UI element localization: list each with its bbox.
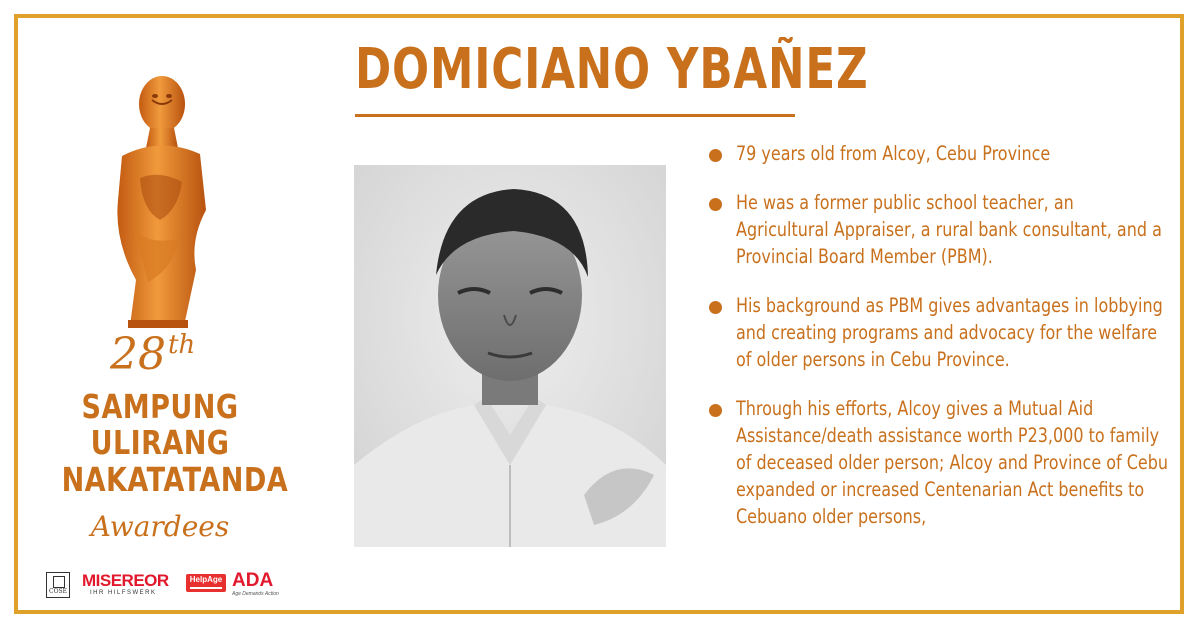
award-title-line-1: SAMPUNG <box>81 387 239 426</box>
partner-logos <box>46 568 286 602</box>
bullet-dot-icon <box>709 198 722 211</box>
awardee-name: DOMICIANO YBAÑEZ <box>355 37 869 102</box>
list-item: 79 years old from Alcoy, Cebu Province <box>708 140 1168 167</box>
list-item: Through his efforts, Alcoy gives a Mutual Aid Assistance/death assistance worth P23,000 to family of deceased older person; Alcoy and Province of Cebu expanded or increased Centenarian Act benefits to Cebuano older persons, <box>708 395 1168 530</box>
ada-tagline: Age Demands Action <box>232 591 279 597</box>
list-item: He was a former public school teacher, an Agricultural Appraiser, a rural bank consultant, and a Provincial Board Member (PBM). <box>708 189 1168 270</box>
statue-trophy-icon <box>100 70 220 330</box>
bullet-dot-icon <box>709 149 722 162</box>
cose-logo: COSE <box>46 572 70 598</box>
list-item: His background as PBM gives advantages in lobbying and creating programs and advocacy for the welfare of older persons in Cebu Province. <box>708 292 1168 373</box>
misereor-logo: MISEREOR <box>82 571 169 590</box>
award-branding <box>40 60 289 620</box>
helpage-logo: HelpAge <box>186 574 226 592</box>
achievements-list <box>708 140 1168 552</box>
award-title-line-3: NAKATATANDA <box>61 460 289 499</box>
edition-number: 28th <box>110 329 196 380</box>
awardee-portrait-photo <box>354 165 666 547</box>
bullet-dot-icon <box>709 301 722 314</box>
misereor-tagline: IHR HILFSWERK <box>90 590 157 596</box>
bullet-dot-icon <box>709 404 722 417</box>
ada-logo: ADA <box>232 570 274 591</box>
awardees-label: Awardees <box>90 510 230 543</box>
name-underline <box>355 114 795 117</box>
award-title-line-2: ULIRANG <box>90 423 230 462</box>
